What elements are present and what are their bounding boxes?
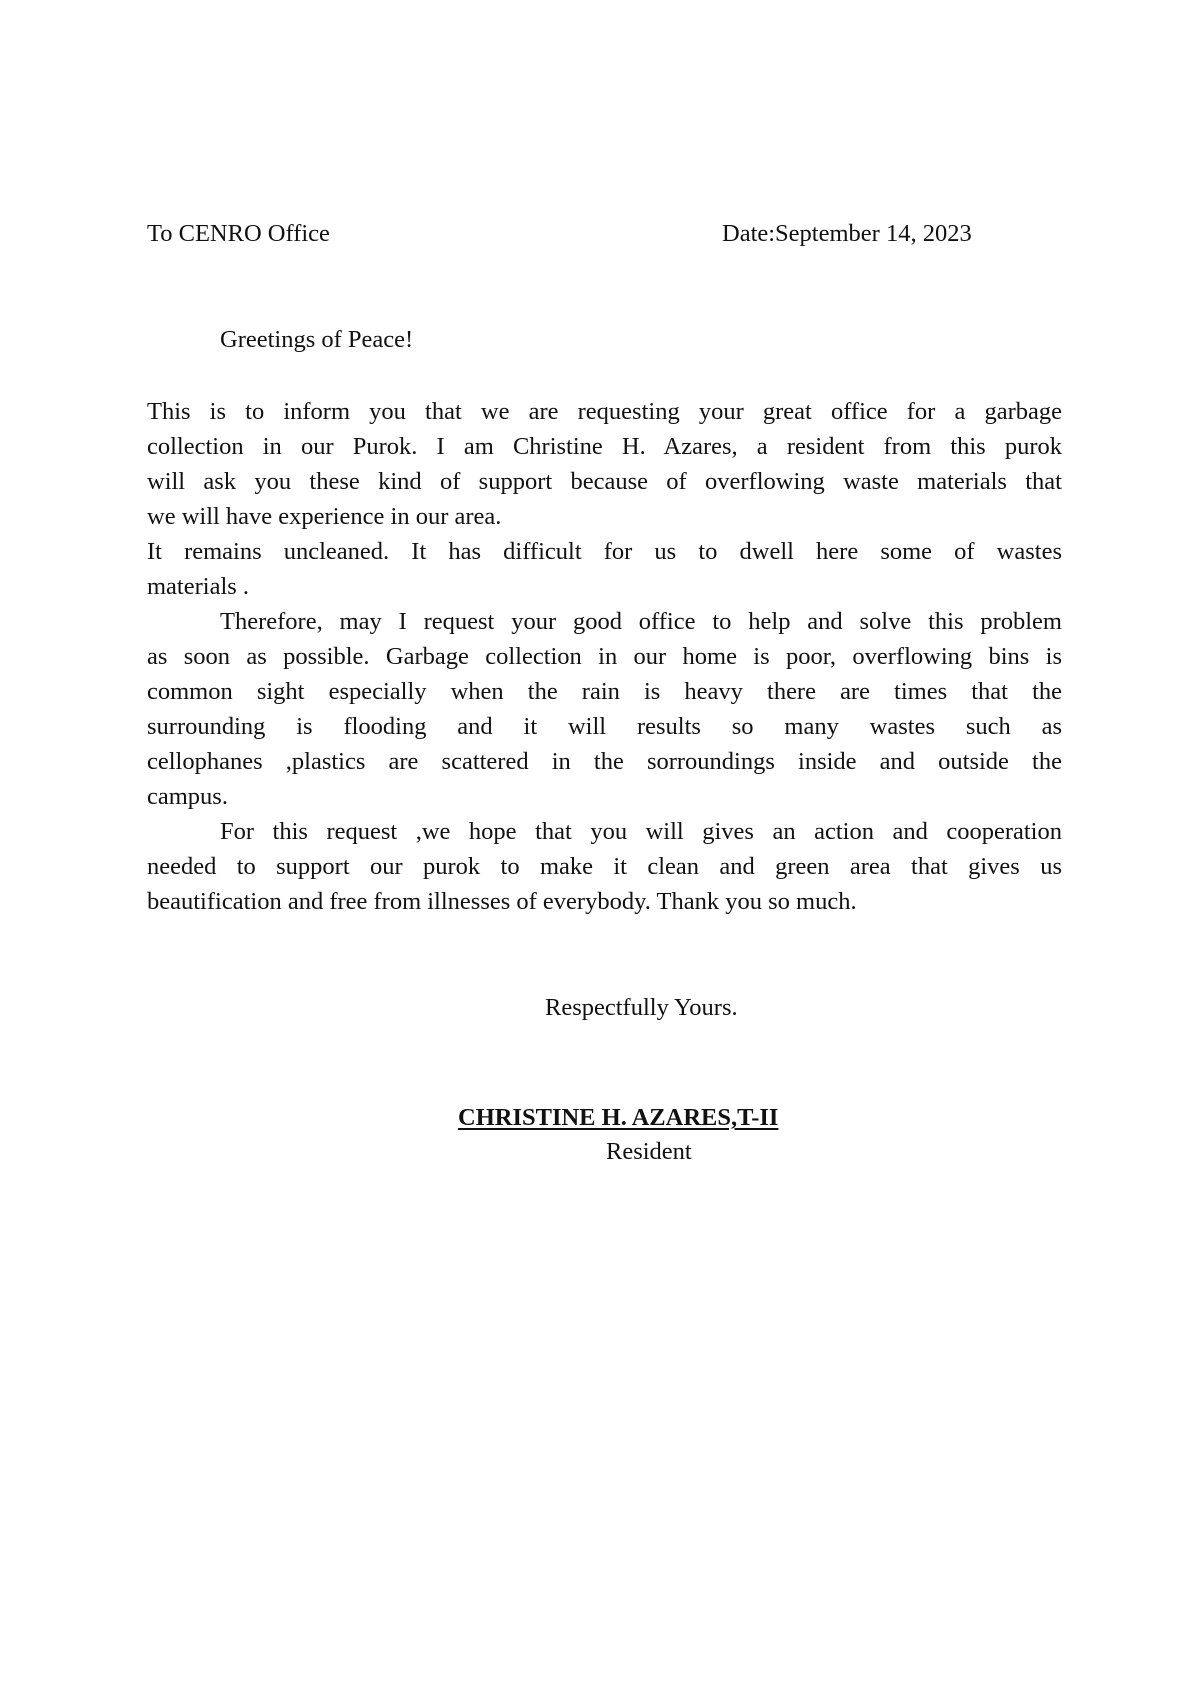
body-line: beautification and free from illnesses of everybody. Thank you so much. xyxy=(147,888,857,915)
body-line: surrounding is flooding and it will results so many wastes such as xyxy=(147,713,1062,740)
body-line: common sight especially when the rain is heavy there are times that the xyxy=(147,678,1062,705)
body-line: materials . xyxy=(147,573,250,600)
body-line: needed to support our purok to make it clean and green area that gives us xyxy=(147,853,1062,880)
body-line: we will have experience in our area. xyxy=(147,503,502,530)
closing: Respectfully Yours. xyxy=(545,994,738,1021)
signatory-name: CHRISTINE H. AZARES,T-II xyxy=(458,1104,779,1131)
body-line: collection in our Purok. I am Christine H. Azares, a resident from this purok xyxy=(147,433,1062,460)
body-line: will ask you these kind of support because of overflowing waste materials that xyxy=(147,468,1062,495)
body-line: campus. xyxy=(147,783,228,810)
body-line: It remains uncleaned. It has difficult for us to dwell here some of wastes xyxy=(147,538,1062,565)
body-line: For this request ,we hope that you will gives an action and cooperation xyxy=(220,818,1062,845)
body-line: This is to inform you that we are requesting your great office for a garbage xyxy=(147,398,1062,425)
body-line: as soon as possible. Garbage collection in our home is poor, overflowing bins is xyxy=(147,643,1062,670)
recipient-line: To CENRO Office xyxy=(147,220,330,247)
signatory-title: Resident xyxy=(606,1138,692,1165)
greeting: Greetings of Peace! xyxy=(220,326,414,353)
body-line: cellophanes ,plastics are scattered in the sorroundings inside and outside the xyxy=(147,748,1062,775)
body-line: Therefore, may I request your good office to help and solve this problem xyxy=(220,608,1062,635)
date-line: Date:September 14, 2023 xyxy=(722,220,972,247)
